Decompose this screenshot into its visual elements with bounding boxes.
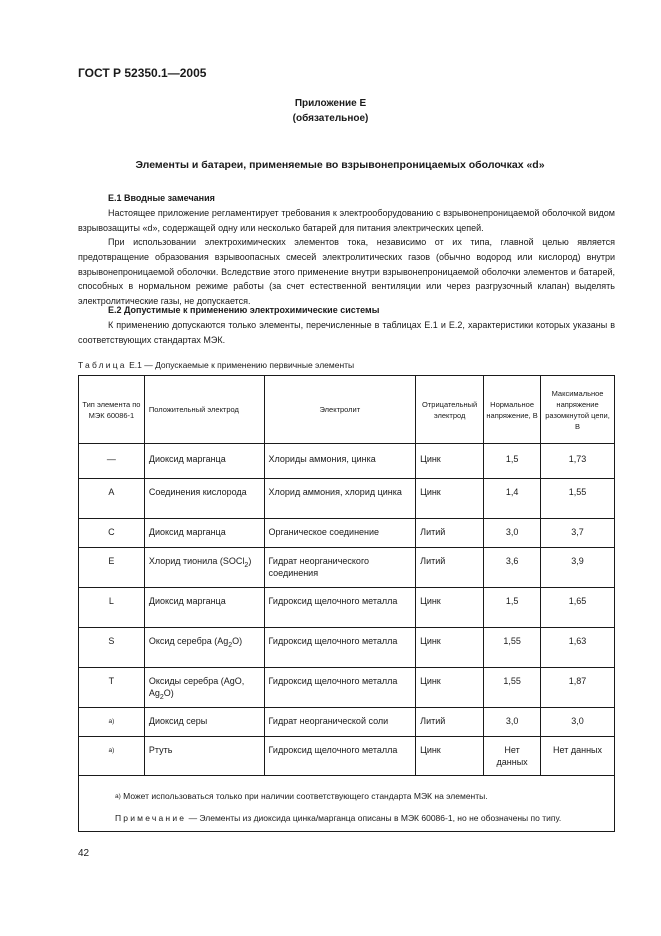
subscript: 2 — [228, 641, 233, 649]
cell-electrolyte: Хлориды аммония, цинка — [264, 444, 416, 479]
cell-text: O) — [163, 687, 174, 698]
cell-electrolyte: Органическое соединение — [264, 519, 416, 548]
page-title: Элементы и батареи, применяемые во взрывонепроницаемых оболочках «d» — [135, 159, 545, 171]
note-label: Примечание — [115, 813, 187, 823]
cell-nominal: 1,5 — [484, 588, 541, 628]
table-note — [85, 812, 608, 825]
footnote-text: Может использоваться только при наличии соответствующего стандарта МЭК на элементы. — [123, 791, 488, 801]
cell-positive: Ртуть — [144, 737, 264, 776]
footnote — [85, 786, 608, 803]
cell-max: 3,7 — [541, 519, 615, 548]
cell-text: Оксиды серебра (AgO, Ag — [148, 676, 245, 698]
cell-positive — [144, 628, 264, 668]
paragraph-text: К применению допускаются только элементы, перечисленные в таблицах Е.1 и Е.2, характеристики которых указаны в соответствующих стандартах МЭК. — [78, 320, 615, 345]
table-footer — [79, 776, 615, 832]
section-heading-e1: Е.1 Вводные замечания — [108, 193, 215, 203]
table-row — [79, 628, 615, 668]
cell-max: 1,73 — [541, 444, 615, 479]
cell-nominal: 1,4 — [484, 479, 541, 519]
cell-negative: Цинк — [416, 588, 484, 628]
table-caption — [78, 360, 354, 370]
cell-electrolyte: Гидроксид щелочного металла — [264, 588, 416, 628]
cell-electrolyte: Гидроксид щелочного металла — [264, 668, 416, 708]
cell-negative: Литий — [416, 519, 484, 548]
cell-text: Оксид серебра (Ag — [148, 636, 229, 646]
paragraph-text: При использовании электрохимических элементов тока, независимо от их типа, главной целью является предотвращение образования взрывоопасных смесей электролитических газов (обычно водород или кислород) внутри взрывонепроницаемой оболочки. Вследствие этого применение внутри взрывонепроницаемой оболочки элементов и батарей, способных в нормальном режиме работы (за счет естественной вентиляции или через разгрузочный клапан) выделять электролитические газы, не допускается. — [78, 237, 615, 307]
table-row — [79, 444, 615, 479]
appendix-title: Приложение Е — [294, 98, 367, 109]
cell-positive: Диоксид марганца — [144, 444, 264, 479]
cell-positive — [144, 668, 264, 708]
cell-nominal: 3,0 — [484, 708, 541, 737]
table-row — [79, 588, 615, 628]
appendix-heading — [0, 96, 661, 126]
cell-nominal: 1,55 — [484, 668, 541, 708]
column-header-nominal: Нормальное напряжение, В — [484, 376, 541, 444]
cell-negative: Цинк — [416, 628, 484, 668]
subscript: 2 — [244, 561, 249, 569]
cell-max: Нет данных — [541, 737, 615, 776]
cell-positive — [144, 548, 264, 588]
table-row — [79, 479, 615, 519]
cell-max: 3,9 — [541, 548, 615, 588]
cell-electrolyte: Гидроксид щелочного металла — [264, 628, 416, 668]
table-row — [79, 548, 615, 588]
note-text: — Элементы из диоксида цинка/марганца описаны в МЭК 60086-1, но не обозначены по типу. — [186, 813, 562, 823]
table-caption-label: Таблица — [78, 360, 127, 370]
cell-max: 1,63 — [541, 628, 615, 668]
column-header-positive: Положительный электрод — [144, 376, 264, 444]
cell-type: a) — [79, 737, 145, 776]
table-caption-text: Е.1 — Допускаемые к применению первичные элементы — [126, 360, 355, 370]
column-header-type: Тип элемента по МЭК 60086-1 — [79, 376, 145, 444]
cell-electrolyte: Гидроксид щелочного металла — [264, 737, 416, 776]
cell-negative: Цинк — [416, 737, 484, 776]
cell-negative: Литий — [416, 548, 484, 588]
cell-electrolyte: Гидрат неорганической соли — [264, 708, 416, 737]
cell-positive: Диоксид марганца — [144, 588, 264, 628]
cell-text: O) — [232, 636, 243, 646]
cell-type: — — [79, 444, 145, 479]
cell-type: a) — [79, 708, 145, 737]
column-header-electrolyte: Электролит — [264, 376, 416, 444]
cell-max: 1,55 — [541, 479, 615, 519]
cell-max: 1,87 — [541, 668, 615, 708]
cell-nominal: 1,5 — [484, 444, 541, 479]
cell-negative: Литий — [416, 708, 484, 737]
cell-positive: Диоксид серы — [144, 708, 264, 737]
table-row — [79, 708, 615, 737]
column-header-max: Максимальное напряжение разомкнутой цепи, В — [541, 376, 615, 444]
subscript: 2 — [159, 693, 164, 701]
column-header-negative: Отрицательный электрод — [416, 376, 484, 444]
cell-electrolyte: Хлорид аммония, хлорид цинка — [264, 479, 416, 519]
primary-cells-table — [78, 375, 615, 832]
section-heading-e2: Е.2 Допустимые к применению электрохимические системы — [108, 305, 380, 315]
paragraph-text: Настоящее приложение регламентирует требования к электрооборудованию с взрывонепроницаемой оболочкой видом взрывозащиты «d», содержащей одну или несколько батарей для питания электрических цепей. — [78, 208, 615, 233]
cell-type: A — [79, 479, 145, 519]
appendix-status: (обязательное) — [292, 113, 369, 124]
table-row — [79, 519, 615, 548]
page-number: 42 — [78, 848, 90, 859]
cell-type: C — [79, 519, 145, 548]
cell-max: 3,0 — [541, 708, 615, 737]
cell-type: S — [79, 628, 145, 668]
table-footer-row — [79, 776, 615, 832]
cell-electrolyte: Гидрат неорганического соединения — [264, 548, 416, 588]
cell-nominal: 3,0 — [484, 519, 541, 548]
cell-text: Хлорид тионила (SOCl — [148, 556, 245, 566]
cell-type: T — [79, 668, 145, 708]
table-header-row — [79, 376, 615, 444]
cell-nominal: 3,6 — [484, 548, 541, 588]
table-row — [79, 737, 615, 776]
footnote-marker: a) — [115, 793, 121, 800]
paragraph-e2-1 — [78, 318, 615, 348]
paragraph-e1-1 — [78, 206, 615, 236]
cell-negative: Цинк — [416, 479, 484, 519]
document-id: ГОСТ Р 52350.1—2005 — [78, 66, 207, 80]
cell-text: ) — [248, 556, 252, 566]
cell-positive: Соединения кислорода — [144, 479, 264, 519]
cell-max: 1,65 — [541, 588, 615, 628]
cell-positive: Диоксид марганца — [144, 519, 264, 548]
cell-type: L — [79, 588, 145, 628]
cell-nominal: 1,55 — [484, 628, 541, 668]
table-row — [79, 668, 615, 708]
cell-negative: Цинк — [416, 668, 484, 708]
cell-nominal: Нет данных — [484, 737, 541, 776]
cell-negative: Цинк — [416, 444, 484, 479]
paragraph-e1-2 — [78, 235, 615, 309]
cell-type: E — [79, 548, 145, 588]
